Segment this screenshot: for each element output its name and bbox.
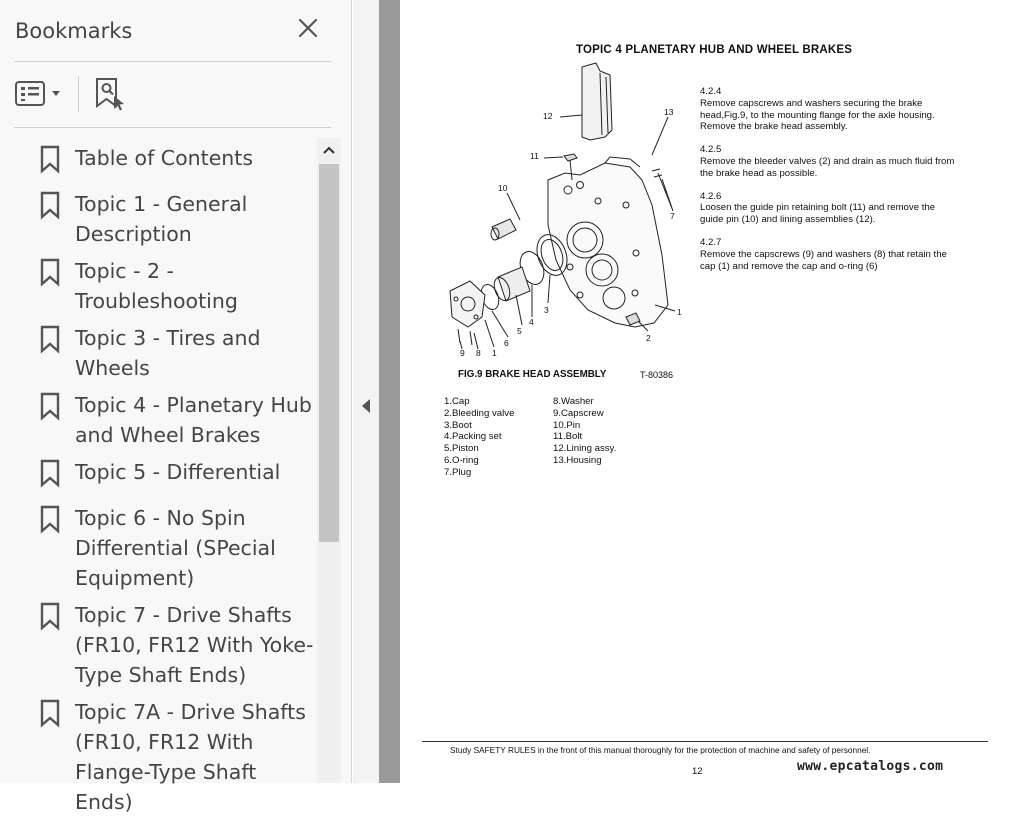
bookmark-label: Topic 6 - No Spin Differential (SPecial Equipment) — [75, 506, 276, 590]
bookmark-label: Table of Contents — [75, 146, 254, 170]
bookmark-icon — [40, 392, 60, 420]
bookmark-icon — [40, 602, 60, 630]
close-icon[interactable] — [296, 16, 320, 40]
legend-item: 10.Pin — [553, 419, 581, 431]
toolbar-divider — [78, 76, 79, 112]
options-list-icon — [14, 78, 66, 110]
callout-2: 2 — [646, 333, 651, 343]
panel-title: Bookmarks — [15, 19, 133, 43]
panel-splitter[interactable] — [353, 0, 379, 783]
page-heading: TOPIC 4 PLANETARY HUB AND WHEEL BRAKES — [576, 44, 853, 56]
figure-caption: FIG.9 BRAKE HEAD ASSEMBLY — [458, 369, 607, 380]
chevron-up-icon — [317, 138, 341, 162]
bookmark-label: Topic 3 - Tires and Wheels — [75, 326, 261, 380]
callout-4: 4 — [529, 317, 534, 327]
callout-7: 7 — [670, 211, 675, 221]
bookmark-label: Topic 7A - Drive Shafts (FR10, FR12 With Flange-Type Shaft Ends) — [75, 700, 306, 814]
bookmark-scrollbar[interactable] — [317, 138, 341, 783]
legend-item: 6.O-ring — [444, 454, 479, 466]
callout-6: 6 — [504, 338, 509, 348]
legend-item: 2.Bleeding valve — [444, 407, 515, 419]
callout-9: 9 — [460, 348, 465, 358]
bookmark-icon — [40, 258, 60, 286]
bookmark-label: Topic 4 - Planetary Hub and Wheel Brakes — [75, 393, 312, 447]
find-bookmark-button[interactable] — [92, 76, 128, 112]
callout-3: 3 — [544, 305, 549, 315]
bookmark-label: Topic 5 - Differential — [75, 460, 281, 484]
legend-item: 8.Washer — [553, 396, 594, 407]
divider — [14, 61, 331, 62]
instruction-step — [700, 191, 955, 226]
instruction-list — [700, 86, 955, 283]
instruction-step — [700, 86, 955, 133]
step-number: 4.2.4 — [700, 86, 722, 97]
step-number: 4.2.7 — [700, 236, 722, 248]
callout-13: 13 — [664, 107, 674, 117]
callout-8: 8 — [476, 348, 481, 358]
brake-head-assembly-drawing — [430, 55, 720, 365]
bookmark-label: Topic - 2 - Troubleshooting — [75, 259, 238, 313]
bookmarks-panel — [0, 0, 352, 814]
divider — [14, 127, 331, 128]
bookmark-icon — [40, 505, 60, 533]
footer-rule — [422, 741, 988, 742]
legend-item: 7.Plug — [444, 466, 472, 478]
legend-item: 3.Boot — [444, 419, 472, 431]
parts-legend-left — [444, 396, 514, 479]
instruction-step — [700, 237, 955, 272]
watermark: www.epcatalogs.com — [797, 759, 944, 774]
figure-code: T-80386 — [640, 370, 674, 380]
bookmark-icon — [40, 191, 60, 219]
legend-item: 1.Cap — [444, 396, 470, 407]
instruction-step — [700, 144, 955, 179]
legend-item: 4.Packing set — [444, 431, 502, 443]
document-viewer-background — [379, 0, 400, 783]
bookmark-icon — [40, 325, 60, 353]
document-page — [400, 0, 1010, 783]
bookmark-icon — [40, 145, 60, 173]
bookmark-options-button[interactable] — [14, 78, 66, 110]
legend-item: 13.Housing — [553, 454, 602, 466]
step-text: Remove the bleeder valves (2) and drain as much fluid from the brake head as possible. — [700, 155, 955, 179]
legend-item: 11.Bolt — [553, 431, 583, 443]
callout-12: 12 — [543, 111, 553, 121]
legend-item: 12.Lining assy. — [553, 443, 617, 455]
caret-left-icon — [359, 396, 373, 416]
callout-11: 11 — [530, 151, 539, 161]
callout-1: 1 — [492, 348, 497, 358]
bookmark-label: Topic 1 - General Description — [75, 192, 248, 246]
bookmark-icon — [40, 699, 60, 727]
legend-item: 9.Capscrew — [553, 407, 604, 419]
callout-5: 5 — [517, 326, 522, 336]
bookmark-label: Topic 7 - Drive Shafts (FR10, FR12 With Yoke-Type Shaft Ends) — [75, 603, 314, 687]
callout-1: 1 — [677, 307, 682, 317]
bookmark-list — [0, 138, 316, 814]
step-number: 4.2.6 — [700, 190, 722, 202]
step-number: 4.2.5 — [700, 144, 722, 156]
page-number: 12 — [692, 766, 703, 777]
collapse-panel-button[interactable] — [359, 396, 373, 416]
legend-item: 5.Piston — [444, 443, 479, 455]
scroll-up-button[interactable] — [317, 138, 341, 162]
step-text: Loosen the guide pin retaining bolt (11) and remove the guide pin (10) and lining assemblies (12). — [700, 202, 936, 226]
callout-10: 10 — [498, 183, 508, 193]
bookmark-icon — [40, 459, 60, 487]
page-footer: Study SAFETY RULES in the front of this manual thoroughly for the protection of machine and safety of personnel. — [450, 745, 871, 755]
scroll-thumb[interactable] — [319, 164, 339, 542]
step-text: Remove capscrews and washers securing the brake head,Fig.9, to the mounting flange for the axle housing. Remove the brake head assembly. — [700, 97, 935, 133]
find-bookmark-icon — [92, 76, 128, 112]
step-text: Remove the capscrews (9) and washers (8) that retain the cap (1) and remove the cap and o-ring (6) — [700, 248, 947, 272]
parts-legend-right — [553, 396, 616, 467]
